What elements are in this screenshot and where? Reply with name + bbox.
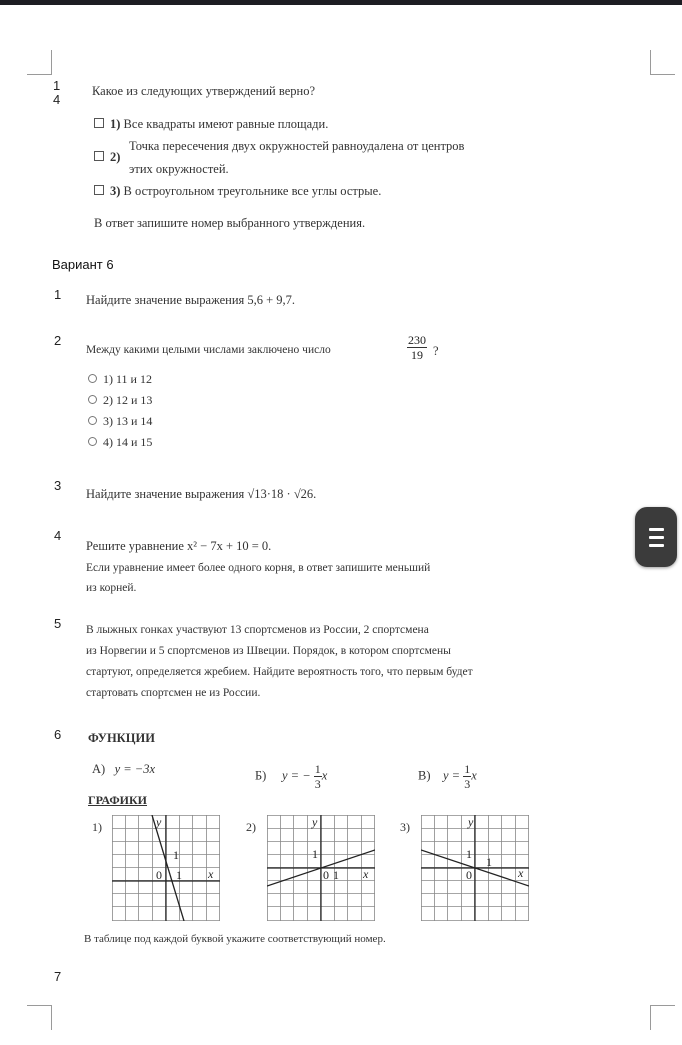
graph-2-one-x-label: 1	[333, 868, 339, 882]
page-corner-mark-top-left	[27, 50, 52, 75]
graph-2-y-label: y	[312, 815, 318, 829]
top-bar	[0, 0, 682, 5]
graph-1-label: 1)	[92, 820, 102, 834]
function-b: Б) y = − $\frac{1}{3}$ x	[255, 762, 328, 791]
answer-option-1[interactable]: 1) 11 и 12	[88, 372, 152, 387]
task-4-line2: Если уравнение имеет более одного корня, в ответ запишите меньший	[86, 562, 431, 574]
fraction: $\frac{1}{3}$	[314, 762, 321, 791]
page-corner-mark-bottom-right	[650, 1005, 675, 1030]
task-4-line1: Решите уравнение x² − 7x + 10 = 0.	[86, 539, 272, 553]
task-number-7: 7	[54, 969, 62, 984]
graph-2-one-label: 1	[312, 847, 318, 861]
radio[interactable]	[88, 416, 97, 425]
graph-2	[267, 815, 375, 921]
variant-title: Вариант 6	[52, 257, 114, 272]
graph-3-zero-label: 0	[466, 868, 472, 882]
task-5-line4: стартовать спортсмен не из России.	[86, 687, 261, 699]
checkbox[interactable]	[94, 118, 104, 128]
option-2-text-line2: этих окружностей.	[129, 162, 229, 176]
graph-2-zero-label: 0	[323, 868, 329, 882]
graph-1-zero-label: 0	[156, 868, 162, 882]
task-2-text: Между какими целыми числами заключено число	[86, 344, 331, 356]
radio[interactable]	[88, 395, 97, 404]
graph-1-one-label: 1	[173, 848, 179, 862]
graph-3-one-label: 1	[466, 847, 472, 861]
task-5-line1: В лыжных гонках участвуют 13 спортсменов из России, 2 спортсмена	[86, 624, 429, 636]
option-3[interactable]: 3) В остроугольном треугольнике все углы острые.	[94, 184, 381, 199]
task-number-5: 5	[54, 616, 62, 631]
radio[interactable]	[88, 374, 97, 383]
task-3-text: Найдите значение выражения √13·18 · √26.	[86, 487, 317, 501]
task-4-line3: из корней.	[86, 582, 137, 594]
graph-3-one-x-label: 1	[486, 855, 492, 869]
graph-1-one-x-label: 1	[176, 868, 182, 882]
page-corner-mark-top-right	[650, 50, 675, 75]
task-1-text: Найдите значение выражения 5,6 + 9,7.	[86, 293, 296, 307]
task-number-3: 3	[54, 478, 62, 493]
graph-2-x-label: x	[363, 867, 369, 881]
checkbox[interactable]	[94, 151, 104, 161]
radio[interactable]	[88, 437, 97, 446]
graph-1-y-label: y	[156, 815, 162, 829]
answer-instruction: В ответ запишите номер выбранного утверждения.	[94, 216, 366, 230]
graphs-heading: ГРАФИКИ	[88, 793, 148, 807]
function-a: А) y = −3x	[92, 762, 156, 776]
answer-option-3[interactable]: 3) 13 и 14	[88, 414, 152, 429]
graph-1-x-label: x	[208, 867, 214, 881]
option-2[interactable]: 2)	[94, 150, 120, 165]
task-number-2: 2	[54, 333, 62, 348]
functions-heading: ФУНКЦИИ	[88, 731, 155, 745]
page-corner-mark-bottom-left	[27, 1005, 52, 1030]
question-text: Какое из следующих утверждений верно?	[92, 84, 315, 98]
graph-3-x-label: x	[518, 866, 524, 880]
task-number-4: 4	[54, 528, 62, 543]
graph-3	[421, 815, 529, 921]
checkbox[interactable]	[94, 185, 104, 195]
menu-button[interactable]	[635, 507, 677, 567]
question-mark: ?	[433, 344, 439, 358]
function-c: В) y = $\frac{1}{3}$ x	[418, 762, 477, 791]
fraction: $\frac{1}{3}$	[464, 762, 471, 791]
graph-2-label: 2)	[246, 820, 256, 834]
task-number-1: 1	[54, 287, 62, 302]
graph-3-y-label: y	[468, 815, 474, 829]
graph-1	[112, 815, 220, 921]
option-2-text-line1: Точка пересечения двух окружностей равноудалена от центров	[129, 139, 465, 153]
answer-option-2[interactable]: 2) 12 и 13	[88, 393, 152, 408]
task-5-line2: из Норвегии и 5 спортсменов из Швеции. Порядок, в котором спортсмены	[86, 645, 451, 657]
task-6-instruction: В таблице под каждой буквой укажите соответствующий номер.	[84, 933, 386, 945]
graph-3-label: 3)	[400, 820, 410, 834]
question-number-14: 1 4	[53, 78, 61, 107]
expression: √13·18 · √26.	[247, 487, 317, 501]
task-number-6: 6	[54, 727, 62, 742]
fraction: $\frac{230}{19}$	[408, 333, 426, 362]
answer-option-4[interactable]: 4) 14 и 15	[88, 435, 152, 450]
task-5-line3: стартуют, определяется жребием. Найдите вероятность того, что первым будет	[86, 666, 473, 678]
option-1[interactable]: 1) Все квадраты имеют равные площади.	[94, 117, 328, 132]
